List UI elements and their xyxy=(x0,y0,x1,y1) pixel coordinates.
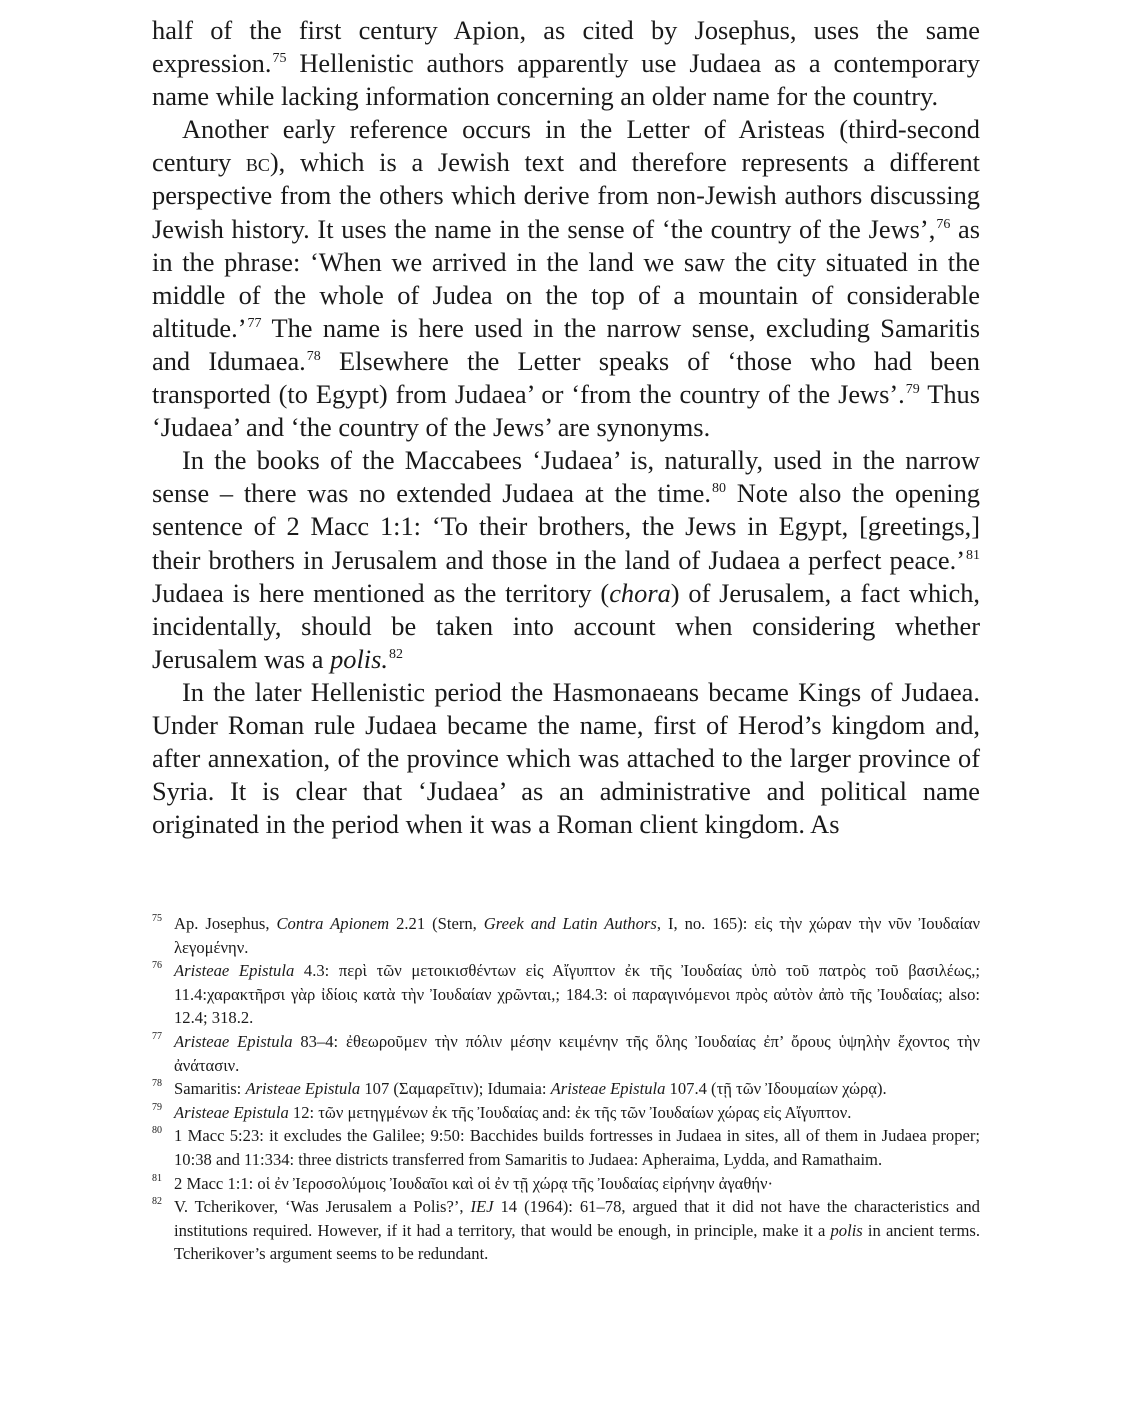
footnote-number: 78 xyxy=(152,1078,162,1090)
italic-term-chora: chora xyxy=(609,577,671,608)
footnote-ref-76[interactable]: 76 xyxy=(936,216,951,232)
text-run: , I, no. 165): εἰς τὴν χώραν τὴν νῦν Ἰουδαίαν λεγομένην. xyxy=(174,914,980,957)
book-page xyxy=(152,14,981,1264)
footnote-ref-82[interactable]: 82 xyxy=(389,646,404,662)
era-abbreviation: bc xyxy=(245,147,270,178)
text-run: Note also the opening sentence of 2 Macc 1:1: ‘To their brothers, the Jews in Egypt, [greetings,] their brothers in Jerusalem and those in the land of Judaea a perfect peace.’ xyxy=(152,478,980,575)
footnote-82 xyxy=(152,1195,980,1266)
footnote-ref-75[interactable]: 75 xyxy=(272,51,287,67)
text-run: 2 Macc 1:1: οἱ ἐν Ἰεροσολύμοις Ἰουδαῖοι καὶ οἱ ἐν τῇ χώρᾳ τῆς Ἰουδαίας εἰρήνην ἀγαθήν· xyxy=(174,1173,774,1193)
italic-title: Aristeae Epistula xyxy=(245,1079,361,1099)
text-run: 107 (Σαμαρεῖτιν); Idumaia: xyxy=(360,1079,551,1099)
footnote-ref-77[interactable]: 77 xyxy=(247,315,262,331)
text-run: The name is here used in the narrow sense, excluding Samaritis and Idumaea. xyxy=(152,312,980,376)
footnote-number: 77 xyxy=(152,1030,162,1042)
footnote-number: 76 xyxy=(152,960,162,972)
footnote-78 xyxy=(152,1077,980,1101)
paragraph-1 xyxy=(152,14,980,113)
italic-title: Contra Apionem xyxy=(276,914,390,933)
text-run: 2.21 (Stern, xyxy=(389,914,484,933)
text-run: Judaea is here mentioned as the territory ( xyxy=(152,577,610,608)
text-run: In the books of the Maccabees ‘Judaea’ is, naturally, used in the narrow sense – there was no extended Judaea at the time. xyxy=(152,445,980,509)
italic-title: Aristeae Epistula xyxy=(174,961,295,981)
text-run: Hellenistic authors apparently use Judaea as a contemporary name while lacking information concerning an older name for the country. xyxy=(152,48,980,112)
italic-title: Aristeae Epistula xyxy=(550,1079,666,1099)
text-run: 83–4: ἐθεωροῦμεν τὴν πόλιν μέσην κειμένην τῆς ὅλης Ἰουδαίας ἐπ’ ὄρους ὑψηλὴν ἔχοντος τὴν ἀνάτασιν. xyxy=(174,1031,980,1075)
footnotes xyxy=(152,912,980,1266)
footnote-79 xyxy=(152,1101,980,1125)
text-run: 1 Macc 5:23: it excludes the Galilee; 9:50: Bacchides builds fortresses in Judaea in sites, all of them in Judaea proper; 10:38 and 11:334: three districts transferred from Samaritis to Judaea: Apheraima, Lydda, and Ramathaim. xyxy=(174,1126,980,1169)
text-run: Elsewhere the Letter speaks of ‘those who had been transported (to Egypt) from Judaea’ or ‘from the country of the Jews’. xyxy=(152,345,980,410)
footnote-76 xyxy=(152,959,980,1030)
footnote-number: 79 xyxy=(152,1101,162,1113)
text-run: Another early reference occurs in the Letter of Aristeas (third-second century xyxy=(152,114,980,178)
text-run: 107.4 (τῇ τῶν Ἰδουμαίων χώρᾳ). xyxy=(665,1079,887,1099)
text-run: V. Tcherikover, ‘Was Jerusalem a Polis?’, xyxy=(174,1197,471,1217)
footnote-number: 75 xyxy=(152,913,162,924)
text-run: Samaritis: xyxy=(174,1079,246,1099)
italic-title: Aristeae Epistula xyxy=(174,1102,289,1122)
footnote-number: 82 xyxy=(152,1196,162,1208)
italic-title: Aristeae Epistula xyxy=(174,1031,293,1051)
footnote-77 xyxy=(152,1030,980,1077)
footnote-number: 80 xyxy=(152,1125,162,1137)
footnote-ref-81[interactable]: 81 xyxy=(966,547,980,563)
main-text xyxy=(152,14,980,841)
paragraph-2 xyxy=(152,113,980,444)
text-run: 14 (1964): 61–78, argued that it did not have the characteristics and institutions required. However, if it had a territory, that would be enough, in principle, make it a xyxy=(174,1197,980,1240)
footnote-ref-79[interactable]: 79 xyxy=(905,382,920,398)
text-run: Ap. Josephus, xyxy=(174,914,277,933)
paragraph-4 xyxy=(152,676,980,841)
text-run: In the later Hellenistic period the Hasmonaeans became Kings of Judaea. Under Roman rule Judaea became the name, first of Herod’s kingdom and, after annexation, of the province which was attached to the larger province of Syria. It is clear that ‘Judaea’ as an administrative and political name originated in the period when it was a Roman client kingdom. As xyxy=(152,676,980,840)
text-run: as in the phrase: ‘When we arrived in the land we saw the city situated in the middle of the whole of Judea on the top of a mountain of considerable altitude.’ xyxy=(152,213,980,343)
italic-title: Greek and Latin Authors xyxy=(483,914,657,933)
text-run: 12: τῶν μετηγμένων ἐκ τῆς Ἰουδαίας and: ἐκ τῆς τῶν Ἰουδαίων χώρας εἰς Αἴγυπτον. xyxy=(288,1102,852,1122)
text-run: ), which is a Jewish text and therefore represents a different perspective from the others which derive from non-Jewish authors discussing Jewish history. It uses the name in the sense of ‘the country of the Jews’, xyxy=(152,147,981,244)
italic-term-polis: polis. xyxy=(330,643,389,674)
footnote-80 xyxy=(152,1124,980,1171)
footnote-number: 81 xyxy=(152,1172,162,1184)
italic-title: polis xyxy=(830,1220,863,1240)
italic-title: IEJ xyxy=(470,1197,494,1217)
text-run: half of the first century Apion, as cited by Josephus, uses the same expression. xyxy=(152,15,980,79)
text-run: 4.3: περὶ τῶν μετοικισθέντων εἰς Αἴγυπτον ἐκ τῆς Ἰουδαίας ὑπὸ τοῦ πατρὸς τοῦ βασιλέως,; 11.4:χαρακτῆρσι γὰρ ἰδίοις κατὰ τὴν Ἰουδαίαν χρῶνται,; 184.3: οἱ παραγινόμενοι πρὸς αὐτὸν ἀπὸ τῆς Ἰουδαίας; also: 12.4; 318.2. xyxy=(174,961,980,1028)
text-run: in ancient terms. Tcherikover’s argument seems to be redundant. xyxy=(174,1220,981,1264)
footnote-75 xyxy=(152,912,980,959)
text-run: Thus ‘Judaea’ and ‘the country of the Jews’ are synonyms. xyxy=(152,379,981,443)
text-run: ) of Jerusalem, a fact which, incidentally, should be taken into account when considering whether Jerusalem was a xyxy=(152,577,980,674)
footnote-ref-78[interactable]: 78 xyxy=(306,348,321,364)
footnote-81 xyxy=(152,1172,980,1196)
footnote-ref-80[interactable]: 80 xyxy=(711,481,726,497)
paragraph-3 xyxy=(152,444,980,676)
